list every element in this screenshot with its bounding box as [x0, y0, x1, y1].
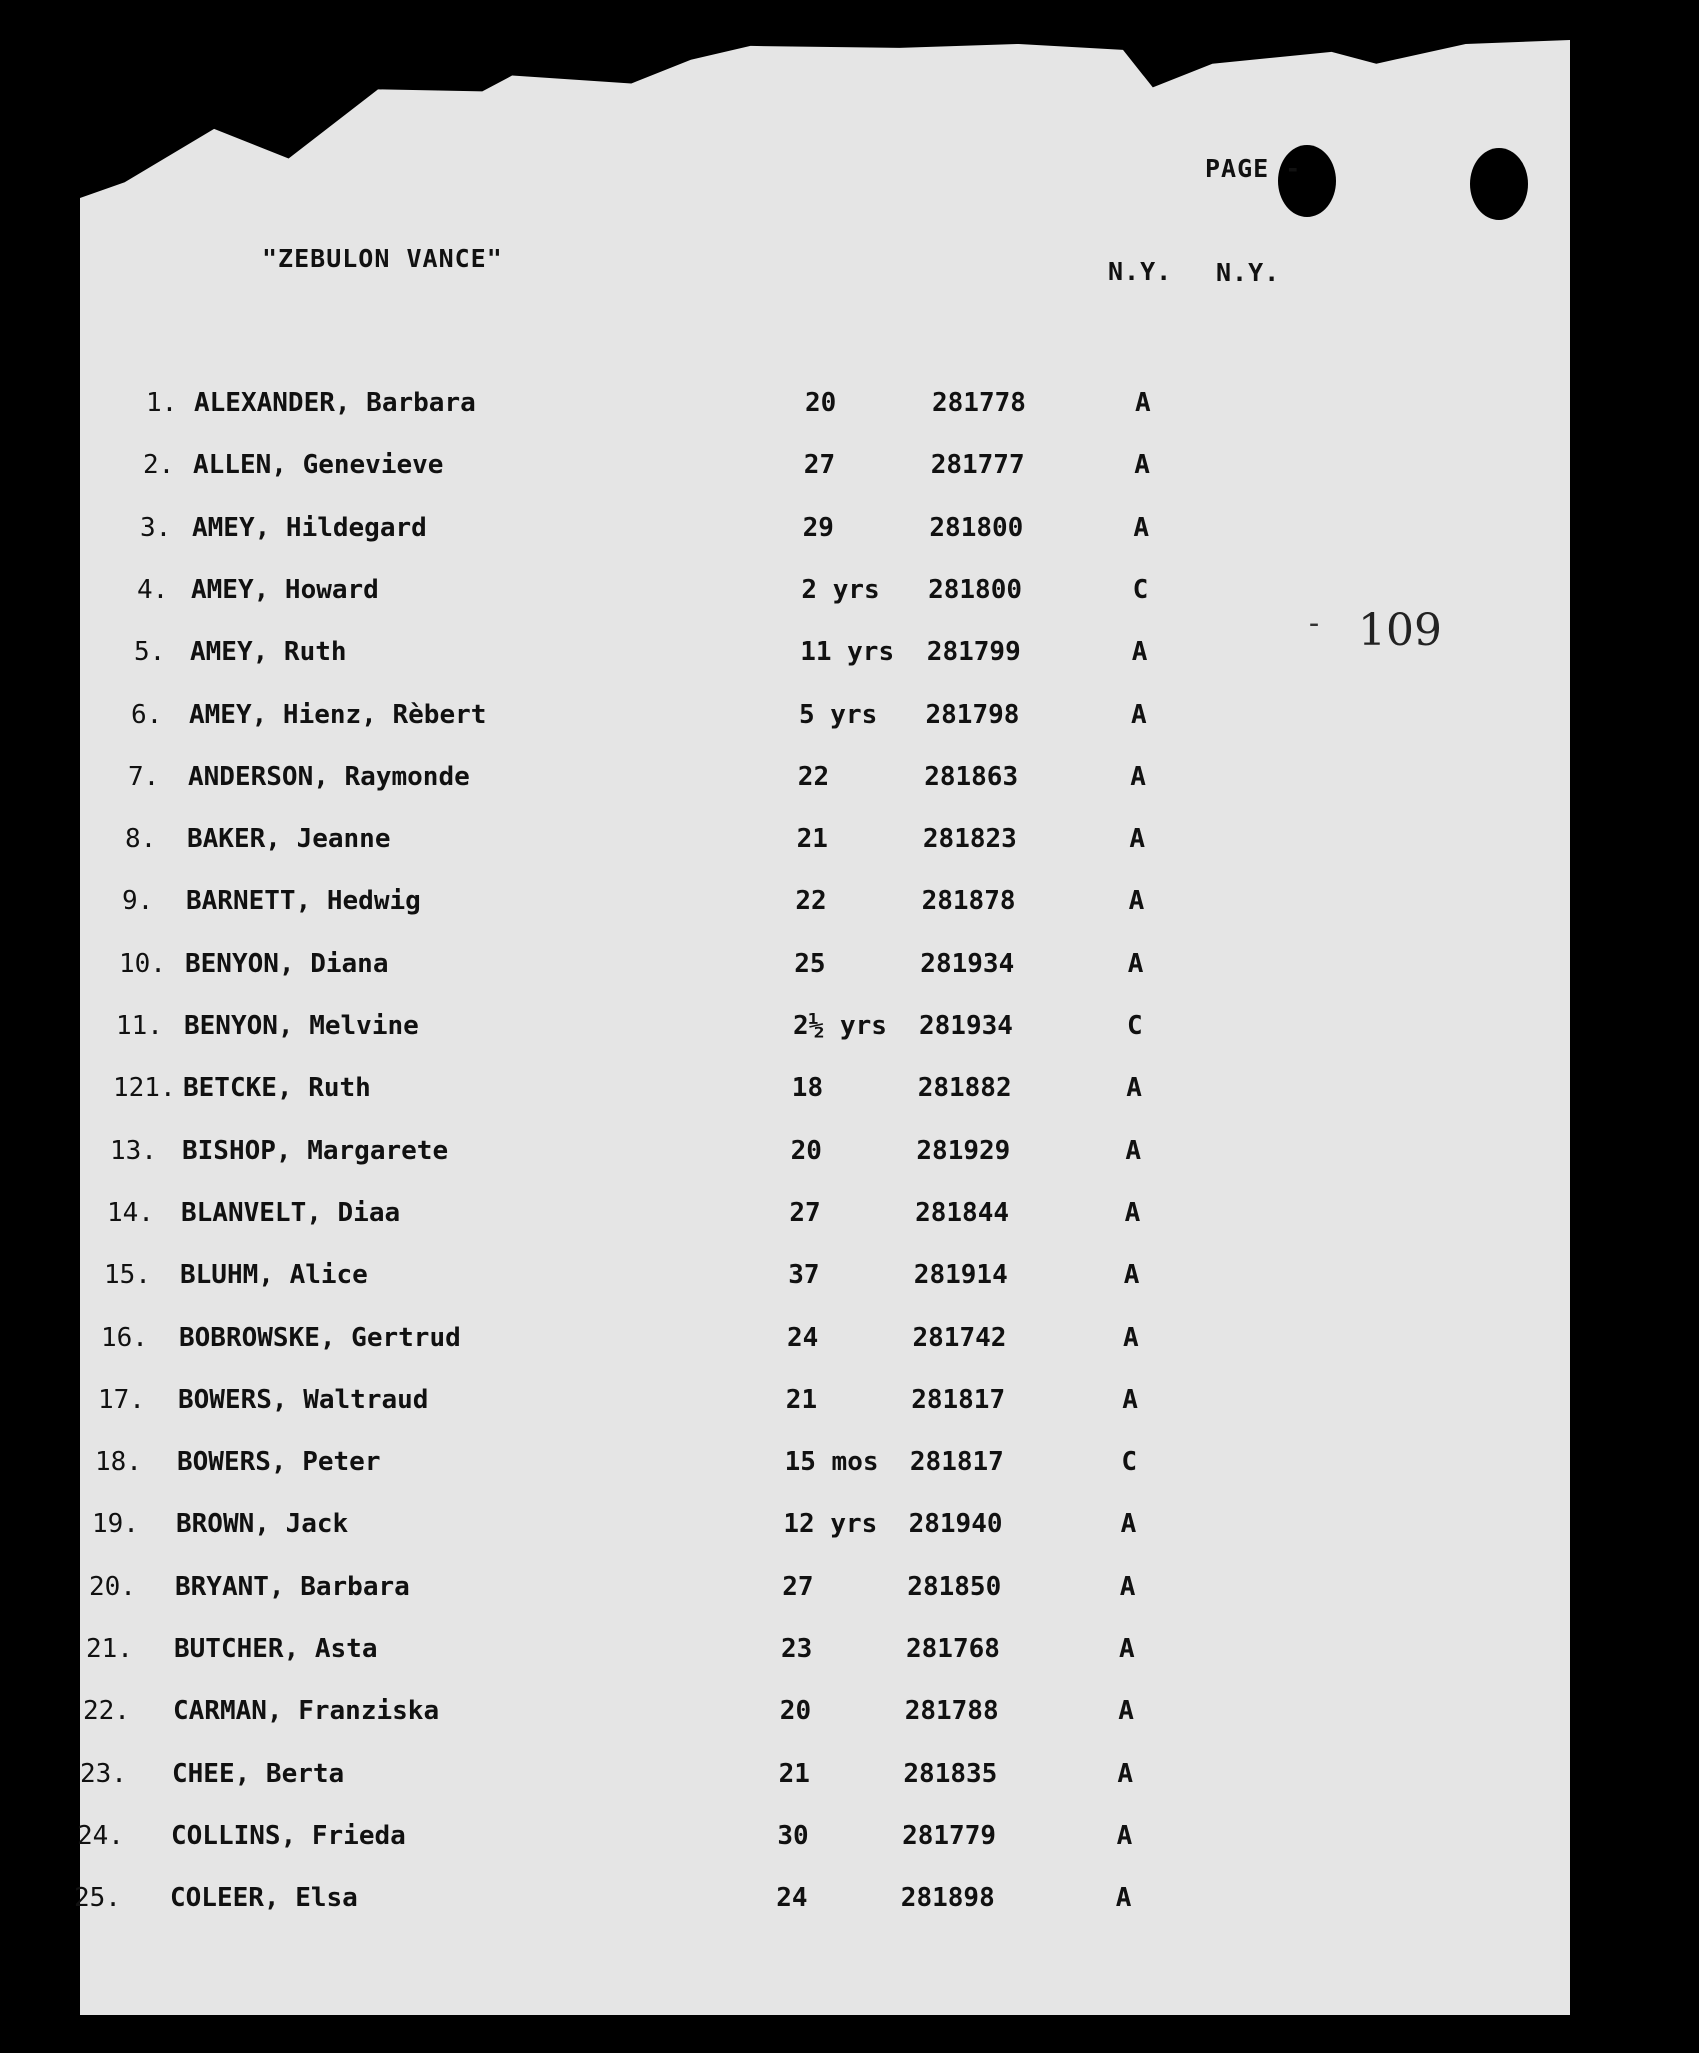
- row-number: 20.: [89, 1571, 136, 1602]
- row-code: A: [1130, 761, 1146, 792]
- row-number: 10.: [119, 948, 166, 979]
- row-name: BOWERS, Peter: [177, 1447, 381, 1478]
- row-code: A: [1123, 1322, 1139, 1353]
- row-id-number: 281882: [917, 1073, 1012, 1104]
- row-number: 13.: [110, 1135, 157, 1166]
- row-code: A: [1131, 699, 1147, 730]
- row-id-number: 281929: [916, 1135, 1011, 1166]
- row-number: 6.: [131, 699, 163, 730]
- row-code: A: [1125, 1135, 1142, 1166]
- row-age: 21: [796, 824, 828, 855]
- row-name: BLANVELT, Diaa: [181, 1197, 401, 1228]
- row-code: C: [1127, 1011, 1143, 1041]
- row-age: 29: [802, 512, 834, 543]
- row-id-number: 281768: [906, 1634, 1000, 1664]
- row-id-number: 281914: [913, 1260, 1008, 1291]
- row-code: A: [1120, 1509, 1137, 1540]
- row-age: 21: [785, 1384, 818, 1415]
- row-name: BOWERS, Waltraud: [178, 1384, 429, 1415]
- row-id-number: 281800: [928, 574, 1023, 605]
- row-age: 21: [778, 1758, 810, 1789]
- row-name: BENYON, Melvine: [184, 1011, 419, 1041]
- row-number: 15.: [104, 1260, 151, 1291]
- row-age: 37: [788, 1260, 820, 1291]
- row-id-number: 281835: [903, 1758, 998, 1789]
- row-age: 2 yrs: [801, 574, 880, 605]
- row-age: 2½ yrs: [793, 1011, 887, 1041]
- punch-hole-right: [1470, 148, 1528, 220]
- row-age: 27: [789, 1197, 821, 1228]
- row-id-number: 281799: [926, 637, 1021, 668]
- row-age: 24: [776, 1883, 808, 1914]
- row-code: C: [1121, 1447, 1138, 1478]
- column-header-ny-1: N.Y.: [1108, 257, 1173, 286]
- row-number: 9.: [122, 886, 154, 917]
- row-id-number: 281817: [911, 1384, 1006, 1415]
- row-code: A: [1129, 824, 1146, 855]
- row-id-number: 281940: [908, 1509, 1003, 1540]
- row-age: 30: [777, 1820, 809, 1851]
- row-name: BETCKE, Ruth: [183, 1073, 371, 1104]
- row-number: 19.: [92, 1509, 139, 1540]
- row-age: 22: [795, 886, 827, 917]
- row-age: 22: [797, 761, 830, 792]
- row-number: 14.: [107, 1197, 154, 1228]
- row-code: A: [1131, 637, 1148, 668]
- row-name: ALEXANDER, Barbara: [194, 388, 476, 418]
- row-name: COLEER, Elsa: [170, 1883, 358, 1914]
- row-id-number: 281800: [929, 512, 1024, 543]
- row-code: A: [1126, 1073, 1142, 1104]
- row-code: A: [1127, 948, 1144, 979]
- row-number: 1.: [146, 388, 178, 418]
- row-name: BAKER, Jeanne: [187, 824, 391, 855]
- row-code: A: [1134, 450, 1150, 481]
- row-number: 18.: [95, 1447, 142, 1478]
- row-id-number: 281817: [909, 1447, 1004, 1478]
- row-code: C: [1132, 574, 1149, 605]
- row-name: BOBROWSKE, Gertrud: [179, 1322, 461, 1353]
- row-age: 11 yrs: [800, 637, 895, 668]
- row-code: A: [1123, 1260, 1140, 1291]
- row-age: 23: [781, 1634, 813, 1664]
- row-age: 20: [779, 1696, 812, 1727]
- row-name: CHEE, Berta: [172, 1758, 345, 1789]
- row-id-number: 281742: [912, 1322, 1007, 1353]
- column-header-ny-2: N.Y.: [1216, 258, 1281, 287]
- row-id-number: 281798: [925, 699, 1020, 730]
- row-age: 27: [803, 450, 836, 481]
- row-id-number: 281823: [922, 824, 1017, 855]
- row-number: 21.: [86, 1634, 133, 1664]
- row-id-number: 281934: [919, 1011, 1013, 1041]
- row-name: BARNETT, Hedwig: [186, 886, 421, 917]
- row-number: 24.: [77, 1820, 124, 1851]
- row-name: AMEY, Hildegard: [192, 512, 427, 543]
- row-code: A: [1119, 1571, 1136, 1602]
- row-code: A: [1117, 1758, 1134, 1789]
- row-id-number: 281779: [902, 1820, 997, 1851]
- row-id-number: 281777: [930, 450, 1025, 481]
- row-number: 8.: [125, 824, 157, 855]
- row-name: AMEY, Howard: [191, 574, 379, 605]
- row-name: ALLEN, Genevieve: [193, 450, 444, 481]
- row-code: A: [1118, 1696, 1134, 1727]
- row-name: BUTCHER, Asta: [174, 1634, 378, 1664]
- row-code: A: [1115, 1883, 1132, 1914]
- row-age: 27: [782, 1571, 814, 1602]
- row-id-number: 281878: [921, 886, 1016, 917]
- row-name: BLUHM, Alice: [180, 1260, 368, 1291]
- row-name: BRYANT, Barbara: [175, 1571, 410, 1602]
- row-code: A: [1128, 886, 1145, 917]
- row-number: 2.: [143, 450, 175, 481]
- row-id-number: 281850: [907, 1571, 1002, 1602]
- row-name: AMEY, Ruth: [190, 637, 347, 668]
- row-code: A: [1133, 512, 1150, 543]
- row-age: 20: [805, 388, 837, 418]
- row-code: A: [1135, 388, 1151, 418]
- row-age: 25: [794, 948, 826, 979]
- row-age: 5 yrs: [799, 699, 878, 730]
- row-number: 121.: [113, 1073, 176, 1104]
- row-name: COLLINS, Frieda: [171, 1820, 406, 1851]
- row-name: ANDERSON, Raymonde: [188, 761, 470, 792]
- row-name: AMEY, Hienz, Rèbert: [189, 699, 487, 730]
- row-age: 18: [791, 1073, 824, 1104]
- row-code: A: [1116, 1820, 1133, 1851]
- row-id-number: 281844: [915, 1197, 1010, 1228]
- row-id-number: 281788: [904, 1696, 999, 1727]
- row-id-number: 281863: [924, 761, 1019, 792]
- row-number: 16.: [101, 1322, 148, 1353]
- row-number: 22.: [83, 1696, 130, 1727]
- row-age: 15 mos: [784, 1447, 879, 1478]
- ship-title: "ZEBULON VANCE": [262, 244, 503, 273]
- row-age: 20: [790, 1135, 822, 1166]
- row-code: A: [1124, 1197, 1141, 1228]
- row-number: 3.: [140, 512, 172, 543]
- row-number: 7.: [128, 761, 160, 792]
- row-number: 25.: [74, 1883, 121, 1914]
- stamp-mark: -: [1305, 606, 1324, 641]
- row-age: 12 yrs: [783, 1509, 878, 1540]
- row-name: BENYON, Diana: [185, 948, 389, 979]
- row-name: BROWN, Jack: [176, 1509, 349, 1540]
- row-number: 23.: [80, 1758, 127, 1789]
- row-code: A: [1122, 1384, 1138, 1415]
- row-name: CARMAN, Franziska: [173, 1696, 440, 1727]
- row-name: BISHOP, Margarete: [182, 1135, 449, 1166]
- row-age: 24: [787, 1322, 819, 1353]
- row-number: 11.: [116, 1011, 163, 1041]
- row-code: A: [1119, 1634, 1135, 1664]
- row-id-number: 281934: [920, 948, 1015, 979]
- row-id-number: 281778: [932, 388, 1026, 418]
- page-label: PAGE -: [1205, 154, 1302, 183]
- row-id-number: 281898: [900, 1883, 995, 1914]
- row-number: 5.: [134, 637, 166, 668]
- row-number: 4.: [137, 574, 169, 605]
- row-number: 17.: [98, 1384, 145, 1415]
- stamp-number: 109: [1358, 605, 1442, 656]
